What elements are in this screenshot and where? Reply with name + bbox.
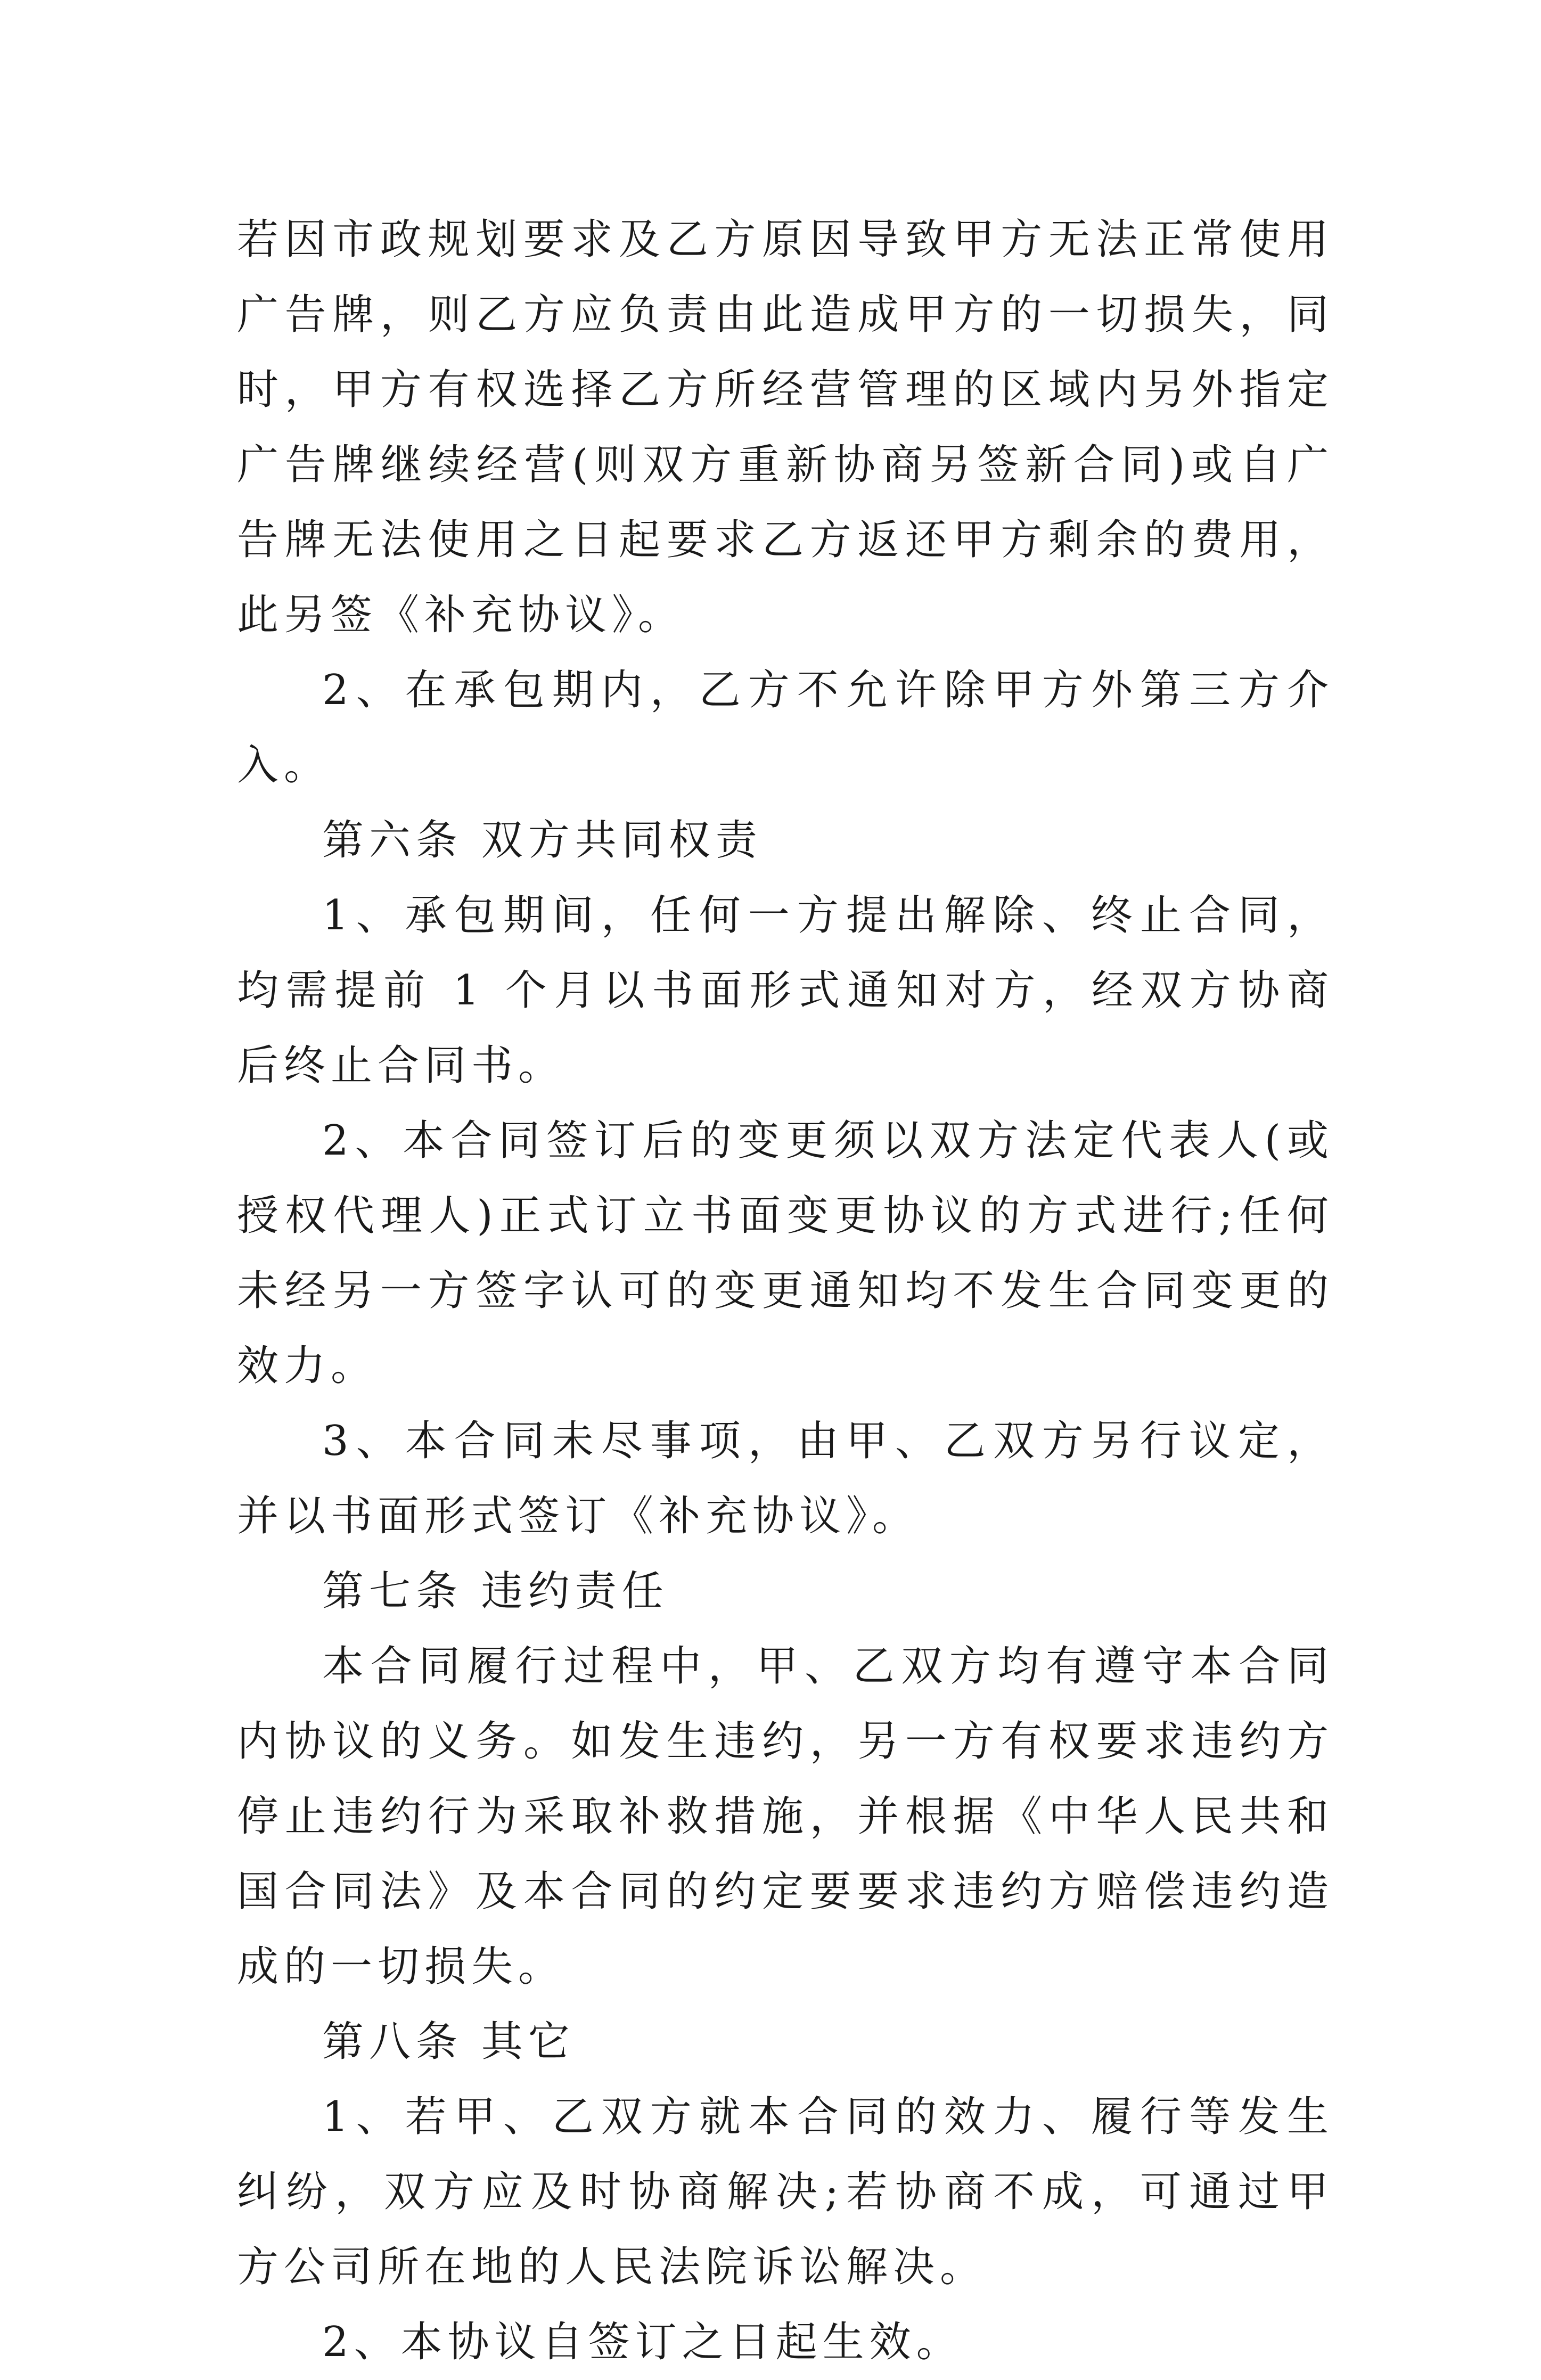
paragraph: 若因市政规划要求及乙方原因导致甲方无法正常使用广告牌，则乙方应负责由此造成甲方的一切损失，同时，甲方有权选择乙方所经营管理的区域内另外指定广告牌继续经营(则双方重新协商另签新合同)或自广告牌无法使用之日起要求乙方返还甲方剩余的费用，此另签《补充协议》。 (237, 216, 1334, 639)
paragraph: 本合同履行过程中，甲、乙双方均有遵守本合同内协议的义务。如发生违约，另一方有权要求违约方停止违约行为采取补救措施，并根据《中华人民共和国合同法》及本合同的约定要要求违约方赔偿违约造成的一切损失。 (237, 1642, 1334, 1991)
section-heading: 第七条 违约责任 (322, 1567, 669, 1615)
section-heading: 第八条 其它 (322, 2018, 575, 2066)
document-body (237, 202, 1334, 2380)
paragraph: 3、本合同未尽事项，由甲、乙双方另行议定，并以书面形式签订《补充协议》。 (237, 1417, 1334, 1540)
paragraph: 1、若甲、乙双方就本合同的效力、履行等发生纠纷，双方应及时协商解决;若协商不成，可通过甲方公司所在地的人民法院诉讼解决。 (237, 2093, 1334, 2291)
paragraph: 2、本协议自签订之日起生效。 (322, 2318, 963, 2366)
paragraph: 1、承包期间，任何一方提出解除、终止合同，均需提前 1 个月以书面形式通知对方，经双方协商后终止合同书。 (237, 892, 1334, 1090)
paragraph: 2、本合同签订后的变更须以双方法定代表人(或授权代理人)正式订立书面变更协议的方式进行;任何未经另一方签字认可的变更通知均不发生合同变更的效力。 (237, 1117, 1334, 1390)
section-heading: 第六条 双方共同权责 (322, 816, 763, 864)
paragraph: 2、在承包期内，乙方不允许除甲方外第三方介入。 (237, 666, 1334, 789)
